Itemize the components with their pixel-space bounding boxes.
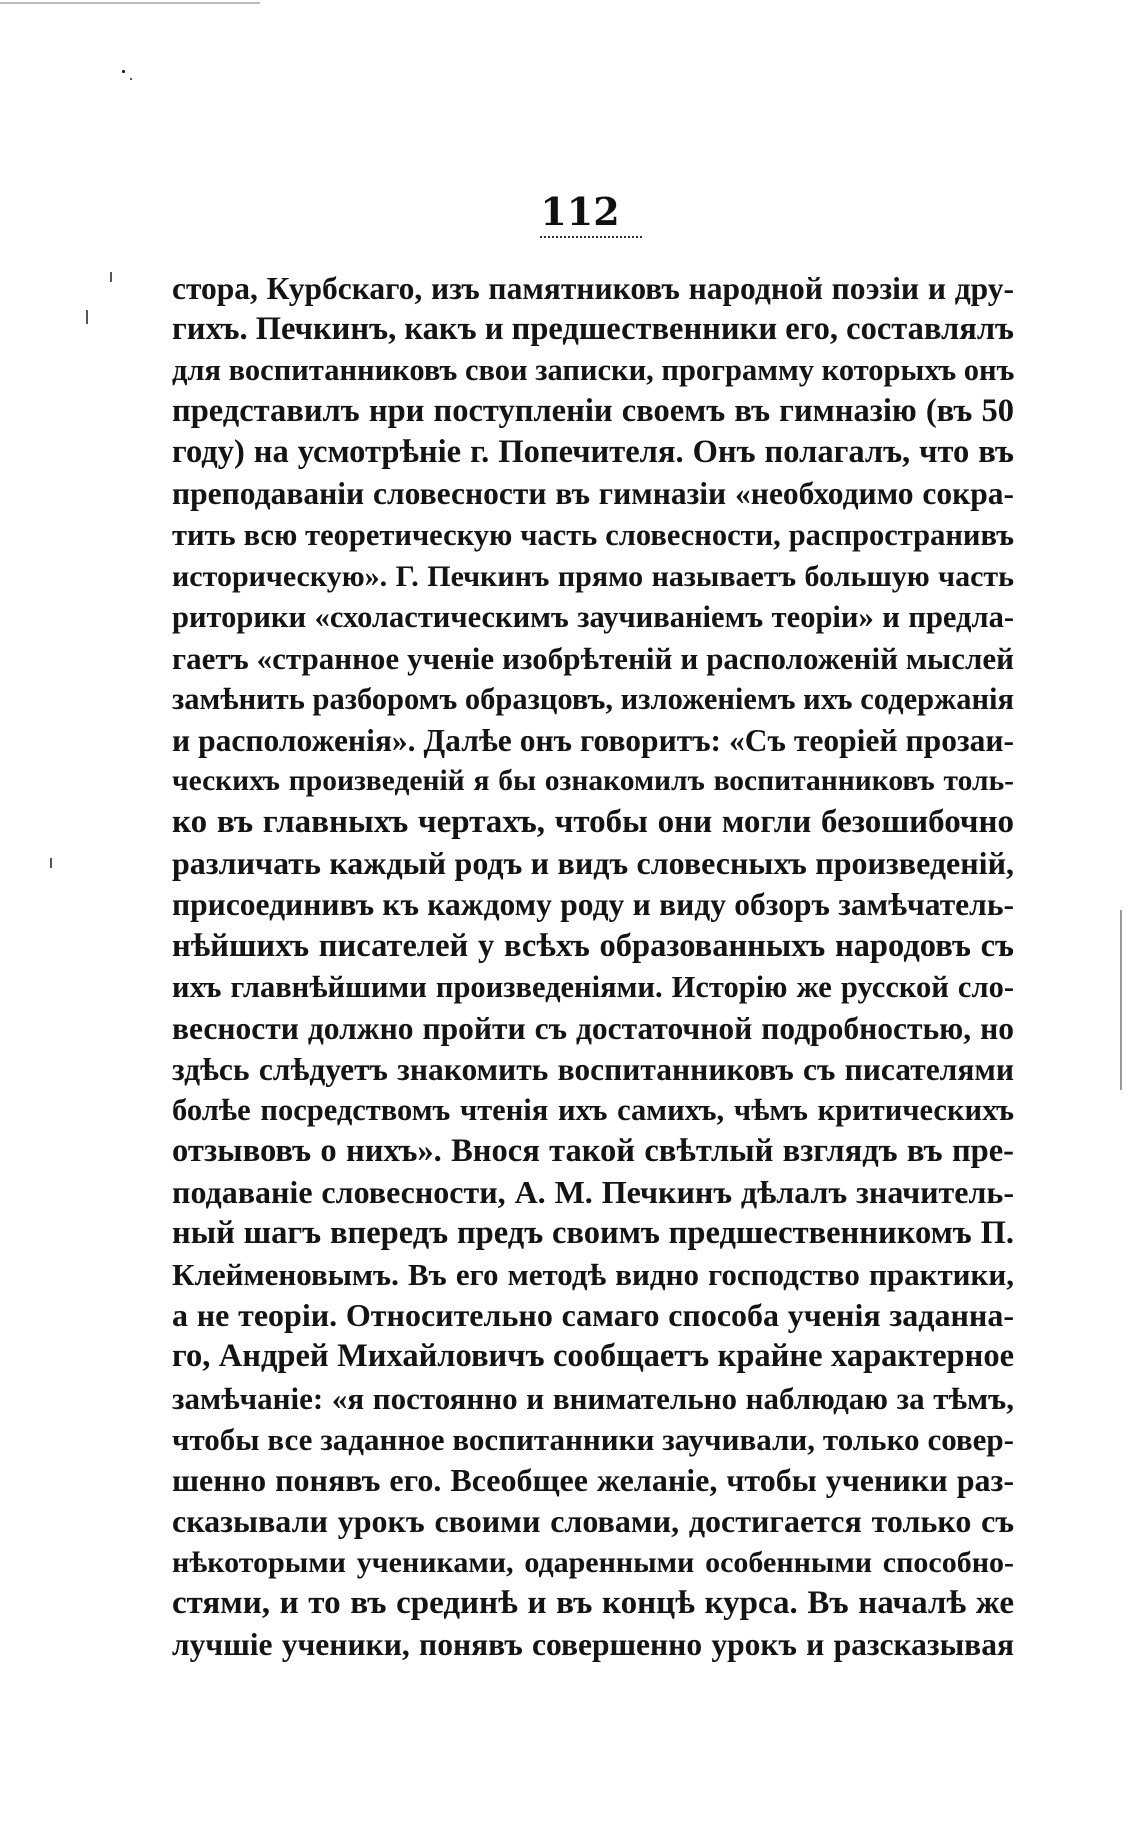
text-line: здѣсь слѣдуетъ знакомить воспитанниковъ съ писателями [172, 1051, 1014, 1087]
text-line: замѣчаніе: «я постоянно и внимательно наблюдаю за тѣмъ, [172, 1380, 1014, 1416]
text-line: Клейменовымъ. Въ его методѣ видно господство практики, [172, 1257, 1014, 1293]
text-line: стями, и то въ срединѣ и въ концѣ курса. Въ началѣ же [172, 1585, 1014, 1621]
text-line: и расположенія». Далѣе онъ говоритъ: «Съ теоріей прозаи- [172, 723, 1014, 759]
text-line: отзывовъ о нихъ». Внося такой свѣтлый взглядъ въ пре- [172, 1132, 1014, 1169]
text-line: историческую». Г. Печкинъ прямо называетъ большую часть [172, 559, 1014, 593]
text-line: болѣе посредствомъ чтенія ихъ самихъ, чѣмъ критическихъ [172, 1092, 1014, 1127]
text-line: ный шагъ впередъ предъ своимъ предшественникомъ П. [172, 1215, 1014, 1252]
text-line: подаваніе словесности, А. М. Печкинъ дѣлалъ значитель- [172, 1174, 1014, 1211]
body-text [172, 268, 1014, 1665]
text-line: замѣнить разборомъ образцовъ, изложеніемъ ихъ содержанія [172, 681, 1014, 716]
text-line: го, Андрей Михайловичъ сообщаетъ крайне характерное [172, 1338, 1014, 1375]
text-line: чтобы все заданное воспитанники заучивали, только совер- [172, 1421, 1014, 1457]
text-line: нѣйшихъ писателей у всѣхъ образованныхъ народовъ съ [172, 927, 1014, 964]
text-line: лучшіе ученики, понявъ совершенно урокъ и разсказывая [172, 1627, 1014, 1663]
scan-edge-mark [1120, 910, 1122, 1090]
text-line: присоединивъ къ каждому роду и виду обзоръ замѣчатель- [172, 887, 1014, 923]
text-line: стора, Курбскаго, изъ памятниковъ народной поэзіи и дру- [172, 271, 1014, 306]
scan-speck [130, 78, 132, 80]
text-line: весности должно пройти съ достаточной подробностью, но [172, 1010, 1014, 1046]
scan-edge-mark [110, 272, 112, 282]
text-line: преподаваніи словесности въ гимназіи «необходимо сокра- [172, 476, 1014, 512]
page-number-rule [540, 236, 642, 238]
text-line: ко въ главныхъ чертахъ, чтобы они могли безошибочно [172, 804, 1014, 841]
scan-edge-mark [50, 858, 52, 868]
text-line: гаетъ «странное ученіе изобрѣтеній и расположеній мыслей [172, 640, 1014, 676]
text-line: риторики «схоластическимъ заучиваніемъ теоріи» и предла- [172, 599, 1014, 634]
text-line: шенно понявъ его. Всеобщее желаніе, чтобы ученики раз- [172, 1461, 1014, 1498]
text-line: сказывали урокъ своими словами, достигается только съ [172, 1502, 1014, 1539]
text-line: ихъ главнѣйшими произведеніями. Исторію же русской сло- [172, 969, 1014, 1004]
text-line: представилъ нри поступленіи своемъ въ гимназію (въ 50 [172, 393, 1014, 430]
page-number: 112 [540, 189, 620, 234]
text-line: различать каждый родъ и видъ словесныхъ произведеній, [172, 845, 1014, 882]
scan-edge-mark [86, 310, 88, 324]
text-line: нѣкоторыми учениками, одаренными особенными способно- [172, 1545, 1014, 1579]
text-line: для воспитанниковъ свои записки, программу которыхъ онъ [172, 353, 1015, 388]
text-line: году) на усмотрѣніе г. Попечителя. Онъ полагалъ, что въ [172, 434, 1014, 471]
text-line: гихъ. Печкинъ, какъ и предшественники его, составлялъ [172, 311, 1014, 348]
text-line: ческихъ произведеній я бы ознакомилъ воспитанниковъ толь- [172, 765, 1014, 798]
scan-edge-rule [0, 2, 260, 4]
text-line: а не теоріи. Относительно самаго способа ученія заданна- [172, 1297, 1014, 1334]
scan-speck [122, 70, 125, 73]
text-line: тить всю теоретическую часть словесности, распространивъ [172, 517, 1014, 552]
